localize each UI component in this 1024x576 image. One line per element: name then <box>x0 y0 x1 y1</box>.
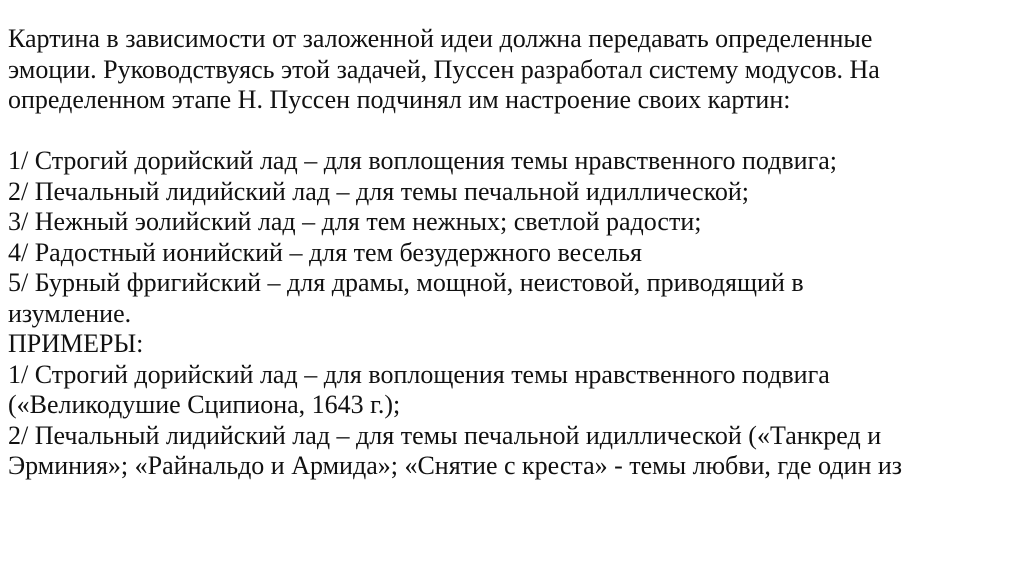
intro-line: эмоции. Руководствуясь этой задачей, Пуссен разработал систему модусов. На <box>8 54 880 84</box>
slide-text <box>8 24 1024 482</box>
intro-line: Картина в зависимости от заложенной идеи должна передавать определенные <box>8 24 873 53</box>
examples-heading: ПРИМЕРЫ: <box>8 329 144 358</box>
mode-line: 5/ Бурный фригийский – для драмы, мощной, неистовой, приводящий в <box>8 268 804 297</box>
example-line: 2/ Печальный лидийский лад – для темы печальной идиллической («Танкред и <box>8 420 882 450</box>
blank-line <box>8 116 1024 147</box>
mode-line: 3/ Нежный эолийский лад – для тем нежных; светлой радости; <box>8 207 702 236</box>
example-line: («Великодушие Сципиона, 1643 г.); <box>8 390 401 419</box>
example-line: 1/ Строгий дорийский лад – для воплощения темы нравственного подвига <box>8 359 830 389</box>
mode-line: изумление. <box>8 298 132 328</box>
example-line: Эрминия»; «Райнальдо и Армида»; «Снятие с креста» - темы любви, где один из <box>8 451 903 480</box>
intro-line: определенном этапе Н. Пуссен подчинял им настроение своих картин: <box>8 85 791 114</box>
mode-line: 2/ Печальный лидийский лад – для темы печальной идиллической; <box>8 176 750 206</box>
mode-line: 1/ Строгий дорийский лад – для воплощения темы нравственного подвига; <box>8 146 838 175</box>
mode-line: 4/ Радостный ионийский – для тем безудержного веселья <box>8 237 642 267</box>
